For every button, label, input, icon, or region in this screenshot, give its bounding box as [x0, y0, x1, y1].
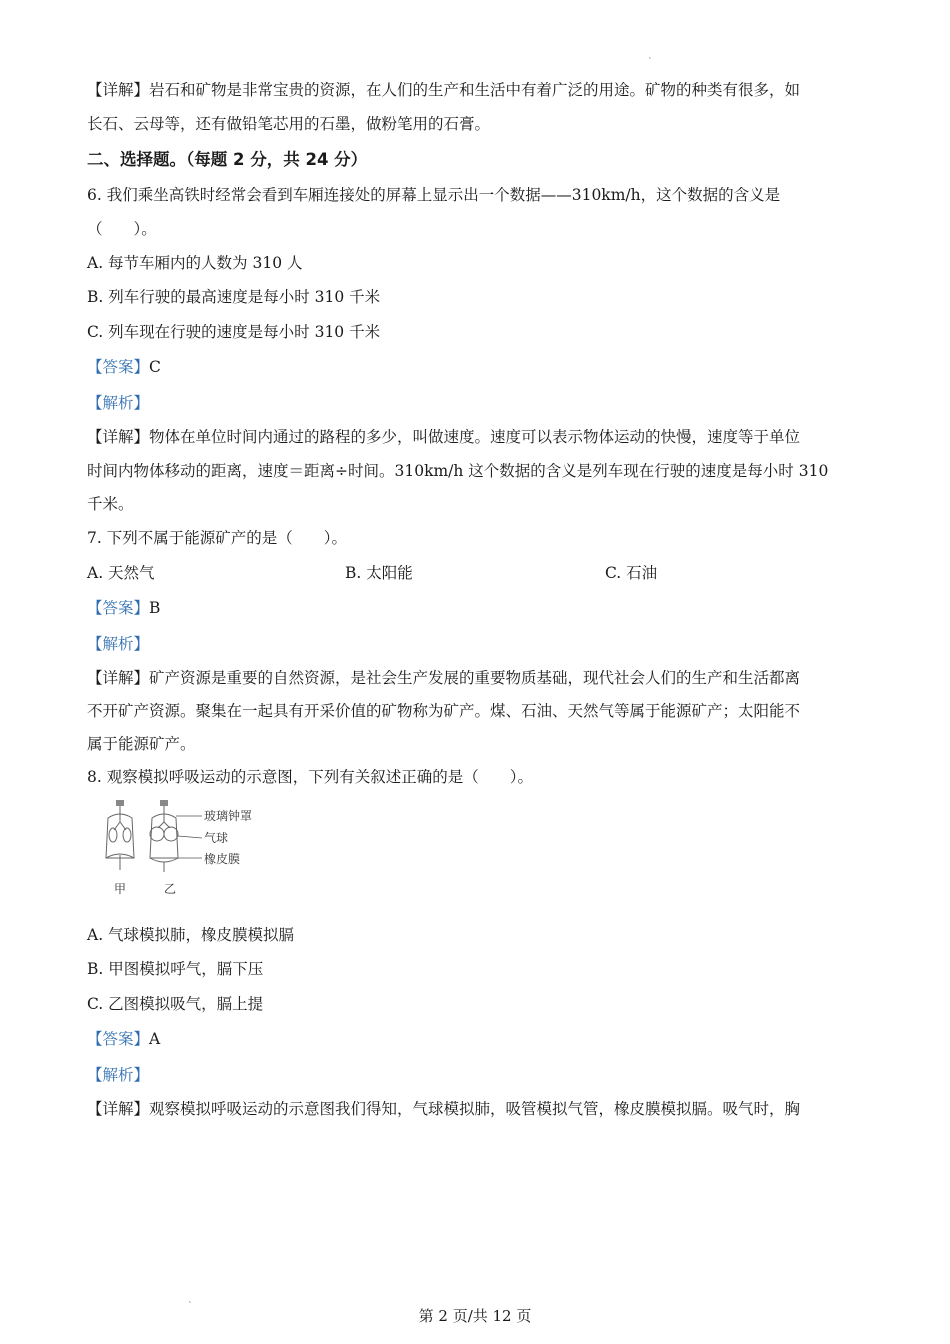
- answer-value: A: [149, 1030, 161, 1048]
- answer-tag: 【答案】: [87, 358, 150, 376]
- q7-option-c: C. 石油: [605, 564, 658, 582]
- q6-stem-2: （ ）。: [87, 220, 157, 238]
- answer-tag: 【答案】: [87, 1030, 150, 1048]
- q7-detail-3: 属于能源矿产。: [87, 735, 196, 753]
- q8-answer: [87, 1029, 160, 1049]
- q8-stem: 8. 观察模拟呼吸运动的示意图，下列有关叙述正确的是（ ）。: [87, 768, 533, 786]
- q6-detail-3: 千米。: [87, 495, 134, 513]
- q6-detail-1: 【详解】物体在单位时间内通过的路程的多少，叫做速度。速度可以表示物体运动的快慢，速度等于单位: [87, 428, 801, 446]
- q7-detail-2: 不开矿产资源。聚集在一起具有开采价值的矿物称为矿产。煤、石油、天然气等属于能源矿产；太阳能不: [87, 702, 801, 720]
- intro-line-2: 长石、云母等，还有做铅笔芯用的石墨，做粉笔用的石膏。: [87, 115, 491, 133]
- label-bell-jar: 玻璃钟罩: [204, 809, 253, 823]
- q7-option-b: B. 太阳能: [345, 564, 413, 582]
- q8-option-c: C. 乙图模拟吸气，膈上提: [87, 995, 264, 1013]
- q6-option-c: C. 列车现在行驶的速度是每小时 310 千米: [87, 323, 381, 341]
- label-membrane: 橡皮膜: [204, 852, 241, 866]
- q6-detail-2: 时间内物体移动的距离，速度＝距离÷时间。310km/h 这个数据的含义是列车现在行驶的速度是每小时 310: [87, 462, 829, 480]
- answer-value: B: [149, 599, 161, 617]
- leader-lines: [176, 816, 202, 858]
- q6-option-b: B. 列车行驶的最高速度是每小时 310 千米: [87, 288, 381, 306]
- q6-option-a: A. 每节车厢内的人数为 310 人: [87, 254, 303, 272]
- q7-option-a: A. 天然气: [87, 564, 155, 582]
- q6-analysis-tag: 【解析】: [87, 394, 150, 412]
- label-balloon: 气球: [204, 831, 229, 845]
- label-yi: 乙: [164, 882, 177, 896]
- label-jia: 甲: [114, 882, 127, 896]
- q8-option-a: A. 气球模拟肺，橡皮膜模拟膈: [87, 926, 295, 944]
- answer-tag: 【答案】: [87, 599, 150, 617]
- q6-answer: [87, 357, 161, 377]
- q8-detail-1: 【详解】观察模拟呼吸运动的示意图我们得知，气球模拟肺，吸管模拟气管，橡皮膜模拟膈。吸气时，胸: [87, 1100, 801, 1118]
- intro-line-1: 【详解】岩石和矿物是非常宝贵的资源，在人们的生产和生活中有着广泛的用途。矿物的种类有很多，如: [87, 81, 801, 99]
- q8-option-b: B. 甲图模拟呼气，膈下压: [87, 960, 264, 978]
- q6-stem-1: 6. 我们乘坐高铁时经常会看到车厢连接处的屏幕上显示出一个数据——310km/h，这个数据的含义是: [87, 186, 781, 204]
- page-mark: `: [648, 58, 653, 68]
- q7-detail-1: 【详解】矿产资源是重要的自然资源，是社会生产发展的重要物质基础，现代社会人们的生产和生活都离: [87, 669, 801, 687]
- page-footer: 第 2 页/共 12 页: [418, 1307, 532, 1325]
- answer-value: C: [149, 358, 161, 376]
- section-heading: 二、选择题。（每题 2 分，共 24 分）: [87, 150, 368, 169]
- q8-analysis-tag: 【解析】: [87, 1066, 150, 1084]
- jar-yi: [150, 800, 178, 872]
- jar-jia: [106, 800, 134, 870]
- q7-answer: [87, 598, 160, 618]
- q7-analysis-tag: 【解析】: [87, 635, 150, 653]
- breathing-model-figure: [98, 800, 278, 900]
- q7-stem: 7. 下列不属于能源矿产的是（ ）。: [87, 529, 347, 547]
- page-mark: `: [188, 1302, 193, 1312]
